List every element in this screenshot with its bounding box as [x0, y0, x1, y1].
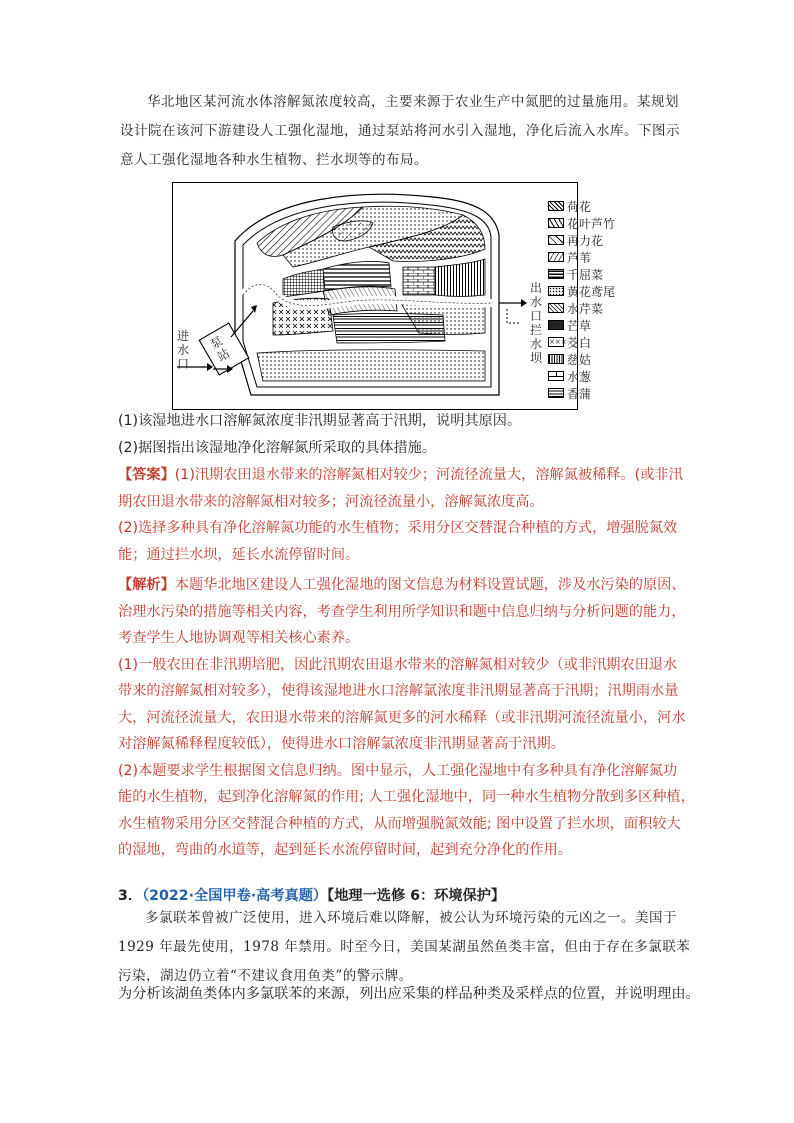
legend-label: 千屈菜: [567, 267, 604, 282]
question-2: (2)据图指出该湿地净化溶解氮所采取的具体措施。: [118, 440, 437, 456]
dam-label: 拦水坝: [529, 323, 542, 365]
analysis-line-8: (2)本题要求学生根据图文信息归纳。图中显示，人工强化湿地中有多种具有净化溶解氮功: [118, 762, 678, 779]
legend-item-yellow-iris: [548, 283, 616, 299]
answer-line-3: (2)选择多种具有净化溶解氮功能的水生植物；采用分区交替混合种植的方式，增强脱氮效: [118, 520, 678, 536]
section-3-line-1: 多氯联苯曾被广泛使用，进入环境后难以降解，被公认为环境污染的元凶之一。美国于: [145, 910, 677, 926]
legend-item-lotus: [548, 198, 608, 214]
analysis-tag: 【解析】: [118, 577, 175, 593]
analysis-line-5: 带来的溶解氮相对较多），使得该湿地进水口溶解氯浓度非汛期显著高于汛期；汛期雨水量: [118, 683, 679, 699]
zone-silvergrass: [283, 269, 325, 297]
analysis-line-11: 的湿地，弯曲的水道等，起到延长水流停留时间，起到充分净化的作用。: [118, 842, 573, 858]
legend-label: 芦苇: [567, 250, 592, 265]
analysis-line-9: 能的水生植物，起到净化溶解氮的作用; 人工强化湿地中，同一种水生植物分散到多区种植，: [118, 789, 695, 805]
intro-text: [120, 88, 695, 175]
legend-label: 香蒲: [567, 386, 592, 401]
section-3-material: [118, 904, 696, 991]
figure-legend: [548, 198, 628, 408]
crosses-icon: ×××: [549, 338, 567, 346]
zone-loosestrife: [323, 261, 391, 291]
intro-line-3: 意人工强化湿地各种水生植物、拦水坝等的布局。: [120, 152, 428, 168]
section-3-heading: [118, 885, 505, 905]
pump-outlet-arrow: [231, 311, 253, 337]
inlet-label: 进水口: [176, 329, 189, 371]
zone-bulrush: [403, 267, 435, 295]
section-3-number: 3．: [118, 888, 143, 904]
wetland-map: [173, 183, 579, 411]
diag-hatch-icon: [548, 201, 564, 211]
analysis-line-2: 治理水污染的措施等相关内容，考查学生利用所学知识和题中信息归纳与分析问题的能力，: [118, 603, 686, 620]
analysis-line-3: 考查学生人地协调观等相关核心素养。: [118, 630, 360, 646]
legend-label: 慈姑: [567, 352, 592, 367]
legend-item-reed: [548, 249, 608, 265]
legend-label: 荷花: [567, 199, 592, 214]
wetland-layout-figure: [172, 182, 578, 410]
section-3-source: （2022·全国甲卷·高考真题）: [142, 888, 328, 904]
legend-item-cattail: [548, 385, 608, 401]
grid-dense-icon: [548, 320, 564, 330]
brick-icon: [548, 371, 564, 381]
outlet-label: 出水口: [529, 281, 542, 323]
legend-item-arrowhead: [548, 351, 608, 367]
analysis-line-7: 对溶解氮稀释程度较低），使得进水口溶解氯浓度非汛期显著高于汛期。: [118, 736, 565, 752]
analysis-line-10: 水生植物采用分区交替混合种植的方式，从而增强脱氮效能; 图中设置了拦水坝，面积较大: [118, 815, 681, 832]
zone-arrowhead: [435, 259, 485, 297]
section-3-line-3: 污染，湖边仍立着“不建议食用鱼类”的警示牌。: [118, 968, 413, 984]
intro-line-1: 华北地区某河流水体溶解氮浓度较高，主要来源于农业生产中氮肥的过量施用。某规划: [147, 94, 679, 110]
horizontal-bars-icon: [548, 269, 564, 279]
intro-line-2: 设计院在该河下游建设人工强化湿地，通过泵站将河水引入湿地，净化后流入水库。下图示: [120, 123, 680, 139]
answer-line-1: [118, 462, 696, 489]
section-3-question: 为分析该湖鱼类体内多氯联苯的来源，列出应采集的样品种类及采样点的位置，并说明理由。: [118, 986, 700, 1002]
section-3-line-2: 1929 年最先使用，1978 年禁用。时至今日，美国某湖虽然鱼类丰富，但由于存在多氯联苯: [118, 939, 691, 955]
pump-label: 泵站: [207, 333, 233, 365]
answer-line-4: 能；通过拦水坝，延长水流停留时间。: [118, 546, 360, 563]
vertical-lines-icon: [548, 354, 564, 364]
analysis-block: [118, 572, 696, 864]
diag-lines-icon: [548, 218, 564, 228]
legend-label: 芒草: [567, 318, 592, 333]
legend-label: 茭白: [567, 335, 592, 350]
zigzag-icon: [548, 303, 564, 313]
legend-item-bulrush: [548, 368, 608, 384]
analysis-line-4: (1)一般农田在非汛期培肥，因此汛期农田退水带来的溶解氮相对较少（或非汛期农田退水: [118, 656, 678, 673]
zone-bottom: [257, 350, 485, 381]
dots-icon: [548, 286, 564, 296]
legend-item-watercress: [548, 300, 608, 316]
analysis-text-1: 本题华北地区建设人工强化湿地的图文信息为材料设置试题，涉及水污染的原因、: [174, 577, 686, 593]
legend-label: 水芹菜: [567, 301, 604, 316]
legend-item-loosestrife: [548, 266, 608, 282]
legend-label: 再力花: [567, 233, 604, 248]
legend-label: 水葱: [567, 369, 592, 384]
analysis-line-6: 大，河流径流量大，农田退水带来的溶解氮更多的河水稀释（或非汛期河流径流量小，河水: [118, 709, 686, 726]
legend-label: 黄花鸢尾: [567, 284, 616, 299]
section-3-topic: 【地理一选修 6：环境保护】: [327, 888, 506, 904]
dash-diag-icon: [548, 235, 564, 245]
answer-text-1: (1)汛期农田退水带来的溶解氮相对较少；河流径流量大，溶解氮被稀释。(或非汛: [174, 467, 683, 483]
legend-item-variegated-reed: [548, 215, 616, 231]
answer-block: [118, 462, 696, 568]
double-bars-icon: [548, 388, 564, 398]
legend-item-wild-rice: [548, 334, 608, 350]
question-1: (1)该湿地进水口溶解氮浓度非汛期显著高于汛期，说明其原因。: [118, 413, 522, 429]
legend-label: 花叶芦竹: [567, 216, 616, 231]
dam-dashes: [507, 309, 519, 323]
legend-item-thalia: [548, 232, 608, 248]
legend-item-silvergrass: [548, 317, 608, 333]
answer-line-2: 期农田退水带来的溶解氮相对较多；河流径流量小，溶解氮浓度高。: [118, 493, 544, 510]
analysis-line-1: [118, 572, 696, 599]
answer-tag: 【答案】: [118, 467, 175, 483]
lines-sparse-icon: [548, 252, 564, 262]
